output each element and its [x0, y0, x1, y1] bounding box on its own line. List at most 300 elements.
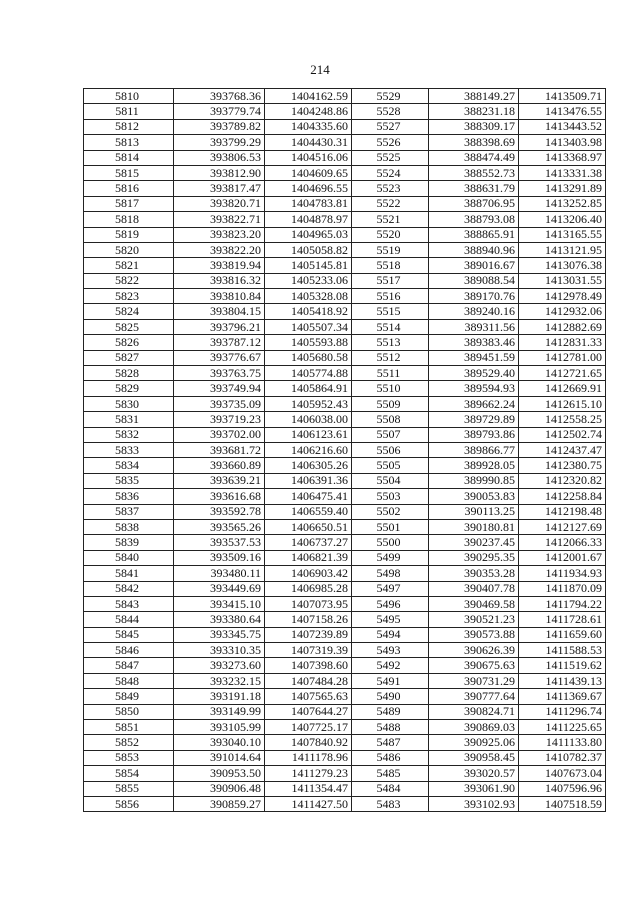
- left-point-number-cell: 5828: [84, 366, 174, 381]
- right-x-coordinate-cell: 389662.24: [429, 396, 519, 411]
- left-y-coordinate-cell: 1405145.81: [265, 258, 352, 273]
- left-x-coordinate-cell: 393592.78: [174, 504, 265, 519]
- right-y-coordinate-cell: 1413031.55: [519, 273, 606, 288]
- left-y-coordinate-cell: 1406559.40: [265, 504, 352, 519]
- left-y-coordinate-cell: 1411427.50: [265, 796, 352, 811]
- right-y-coordinate-cell: 1412258.84: [519, 489, 606, 504]
- table-row: [84, 242, 606, 257]
- left-point-number-cell: 5841: [84, 566, 174, 581]
- table-row: [84, 627, 606, 642]
- right-point-number-cell: 5502: [352, 504, 429, 519]
- left-x-coordinate-cell: 393817.47: [174, 181, 265, 196]
- right-y-coordinate-cell: 1413121.95: [519, 242, 606, 257]
- left-y-coordinate-cell: 1404162.59: [265, 89, 352, 104]
- right-point-number-cell: 5497: [352, 581, 429, 596]
- table-row: [84, 673, 606, 688]
- left-y-coordinate-cell: 1407840.92: [265, 735, 352, 750]
- right-y-coordinate-cell: 1410782.37: [519, 750, 606, 765]
- left-point-number-cell: 5837: [84, 504, 174, 519]
- left-point-number-cell: 5835: [84, 473, 174, 488]
- right-x-coordinate-cell: 393061.90: [429, 781, 519, 796]
- left-point-number-cell: 5825: [84, 319, 174, 334]
- right-x-coordinate-cell: 390925.06: [429, 735, 519, 750]
- left-x-coordinate-cell: 393616.68: [174, 489, 265, 504]
- table-row: [84, 458, 606, 473]
- left-x-coordinate-cell: 393639.21: [174, 473, 265, 488]
- left-y-coordinate-cell: 1406475.41: [265, 489, 352, 504]
- right-point-number-cell: 5529: [352, 89, 429, 104]
- left-x-coordinate-cell: 393787.12: [174, 335, 265, 350]
- right-point-number-cell: 5487: [352, 735, 429, 750]
- right-y-coordinate-cell: 1413076.38: [519, 258, 606, 273]
- left-point-number-cell: 5853: [84, 750, 174, 765]
- right-point-number-cell: 5515: [352, 304, 429, 319]
- left-x-coordinate-cell: 393796.21: [174, 319, 265, 334]
- left-x-coordinate-cell: 393823.20: [174, 227, 265, 242]
- right-x-coordinate-cell: 389016.67: [429, 258, 519, 273]
- left-x-coordinate-cell: 393660.89: [174, 458, 265, 473]
- right-x-coordinate-cell: 388149.27: [429, 89, 519, 104]
- right-y-coordinate-cell: 1411870.09: [519, 581, 606, 596]
- coordinates-table-body: [84, 89, 606, 812]
- right-point-number-cell: 5526: [352, 135, 429, 150]
- right-x-coordinate-cell: 390407.78: [429, 581, 519, 596]
- table-row: [84, 596, 606, 611]
- right-x-coordinate-cell: 389866.77: [429, 442, 519, 457]
- left-y-coordinate-cell: 1407565.63: [265, 689, 352, 704]
- right-x-coordinate-cell: 389594.93: [429, 381, 519, 396]
- left-x-coordinate-cell: 393816.32: [174, 273, 265, 288]
- table-row: [84, 258, 606, 273]
- left-point-number-cell: 5846: [84, 643, 174, 658]
- left-point-number-cell: 5821: [84, 258, 174, 273]
- right-y-coordinate-cell: 1411369.67: [519, 689, 606, 704]
- right-x-coordinate-cell: 390573.88: [429, 627, 519, 642]
- right-y-coordinate-cell: 1412721.65: [519, 366, 606, 381]
- right-y-coordinate-cell: 1413509.71: [519, 89, 606, 104]
- right-point-number-cell: 5513: [352, 335, 429, 350]
- left-x-coordinate-cell: 393820.71: [174, 196, 265, 211]
- right-point-number-cell: 5517: [352, 273, 429, 288]
- right-y-coordinate-cell: 1412320.82: [519, 473, 606, 488]
- left-point-number-cell: 5819: [84, 227, 174, 242]
- left-x-coordinate-cell: 391014.64: [174, 750, 265, 765]
- left-point-number-cell: 5820: [84, 242, 174, 257]
- right-y-coordinate-cell: 1411659.60: [519, 627, 606, 642]
- right-point-number-cell: 5490: [352, 689, 429, 704]
- table-row: [84, 612, 606, 627]
- right-point-number-cell: 5507: [352, 427, 429, 442]
- right-point-number-cell: 5514: [352, 319, 429, 334]
- table-row: [84, 165, 606, 180]
- right-y-coordinate-cell: 1411794.22: [519, 596, 606, 611]
- left-x-coordinate-cell: 393702.00: [174, 427, 265, 442]
- table-row: [84, 381, 606, 396]
- right-y-coordinate-cell: 1412066.33: [519, 535, 606, 550]
- left-y-coordinate-cell: 1405593.88: [265, 335, 352, 350]
- left-x-coordinate-cell: 393191.18: [174, 689, 265, 704]
- right-y-coordinate-cell: 1412781.00: [519, 350, 606, 365]
- left-y-coordinate-cell: 1404516.06: [265, 150, 352, 165]
- right-y-coordinate-cell: 1413443.52: [519, 119, 606, 134]
- right-x-coordinate-cell: 390958.45: [429, 750, 519, 765]
- left-point-number-cell: 5817: [84, 196, 174, 211]
- right-point-number-cell: 5499: [352, 550, 429, 565]
- table-row: [84, 535, 606, 550]
- left-point-number-cell: 5842: [84, 581, 174, 596]
- left-x-coordinate-cell: 393822.20: [174, 242, 265, 257]
- left-y-coordinate-cell: 1406650.51: [265, 519, 352, 534]
- left-point-number-cell: 5822: [84, 273, 174, 288]
- left-point-number-cell: 5852: [84, 735, 174, 750]
- right-point-number-cell: 5503: [352, 489, 429, 504]
- left-point-number-cell: 5834: [84, 458, 174, 473]
- table-row: [84, 689, 606, 704]
- right-x-coordinate-cell: 388865.91: [429, 227, 519, 242]
- right-point-number-cell: 5501: [352, 519, 429, 534]
- table-row: [84, 442, 606, 457]
- table-row: [84, 350, 606, 365]
- right-x-coordinate-cell: 393020.57: [429, 766, 519, 781]
- left-point-number-cell: 5840: [84, 550, 174, 565]
- table-row: [84, 643, 606, 658]
- left-x-coordinate-cell: 393040.10: [174, 735, 265, 750]
- left-point-number-cell: 5811: [84, 104, 174, 119]
- right-point-number-cell: 5492: [352, 658, 429, 673]
- left-y-coordinate-cell: 1404430.31: [265, 135, 352, 150]
- table-row: [84, 519, 606, 534]
- table-row: [84, 181, 606, 196]
- right-point-number-cell: 5521: [352, 212, 429, 227]
- left-x-coordinate-cell: 393480.11: [174, 566, 265, 581]
- right-y-coordinate-cell: 1412001.67: [519, 550, 606, 565]
- table-row: [84, 581, 606, 596]
- left-x-coordinate-cell: 393749.94: [174, 381, 265, 396]
- right-x-coordinate-cell: 390626.39: [429, 643, 519, 658]
- right-x-coordinate-cell: 390113.25: [429, 504, 519, 519]
- left-y-coordinate-cell: 1404878.97: [265, 212, 352, 227]
- right-x-coordinate-cell: 388474.49: [429, 150, 519, 165]
- left-x-coordinate-cell: 393509.16: [174, 550, 265, 565]
- right-x-coordinate-cell: 389990.85: [429, 473, 519, 488]
- right-point-number-cell: 5516: [352, 289, 429, 304]
- right-y-coordinate-cell: 1411133.80: [519, 735, 606, 750]
- right-x-coordinate-cell: 389451.59: [429, 350, 519, 365]
- left-y-coordinate-cell: 1405864.91: [265, 381, 352, 396]
- left-point-number-cell: 5839: [84, 535, 174, 550]
- table-row: [84, 489, 606, 504]
- table-row: [84, 412, 606, 427]
- right-y-coordinate-cell: 1413291.89: [519, 181, 606, 196]
- left-y-coordinate-cell: 1407319.39: [265, 643, 352, 658]
- table-row: [84, 658, 606, 673]
- right-y-coordinate-cell: 1413206.40: [519, 212, 606, 227]
- right-x-coordinate-cell: 388793.08: [429, 212, 519, 227]
- right-x-coordinate-cell: 390731.29: [429, 673, 519, 688]
- right-y-coordinate-cell: 1412831.33: [519, 335, 606, 350]
- table-row: [84, 473, 606, 488]
- right-y-coordinate-cell: 1411225.65: [519, 720, 606, 735]
- right-x-coordinate-cell: 388231.18: [429, 104, 519, 119]
- table-row: [84, 89, 606, 104]
- left-point-number-cell: 5824: [84, 304, 174, 319]
- left-y-coordinate-cell: 1404965.03: [265, 227, 352, 242]
- right-point-number-cell: 5512: [352, 350, 429, 365]
- table-row: [84, 273, 606, 288]
- table-row: [84, 319, 606, 334]
- right-point-number-cell: 5511: [352, 366, 429, 381]
- left-y-coordinate-cell: 1406903.42: [265, 566, 352, 581]
- table-row: [84, 735, 606, 750]
- right-point-number-cell: 5493: [352, 643, 429, 658]
- left-point-number-cell: 5827: [84, 350, 174, 365]
- page-number: 214: [310, 62, 330, 77]
- right-x-coordinate-cell: 388552.73: [429, 165, 519, 180]
- left-point-number-cell: 5823: [84, 289, 174, 304]
- right-point-number-cell: 5494: [352, 627, 429, 642]
- left-point-number-cell: 5850: [84, 704, 174, 719]
- right-x-coordinate-cell: 389088.54: [429, 273, 519, 288]
- right-point-number-cell: 5508: [352, 412, 429, 427]
- left-x-coordinate-cell: 393810.84: [174, 289, 265, 304]
- left-point-number-cell: 5855: [84, 781, 174, 796]
- left-point-number-cell: 5814: [84, 150, 174, 165]
- left-x-coordinate-cell: 393719.23: [174, 412, 265, 427]
- right-point-number-cell: 5491: [352, 673, 429, 688]
- left-y-coordinate-cell: 1406391.36: [265, 473, 352, 488]
- left-point-number-cell: 5831: [84, 412, 174, 427]
- left-y-coordinate-cell: 1404783.81: [265, 196, 352, 211]
- right-point-number-cell: 5504: [352, 473, 429, 488]
- right-x-coordinate-cell: 390353.28: [429, 566, 519, 581]
- left-x-coordinate-cell: 393735.09: [174, 396, 265, 411]
- right-point-number-cell: 5523: [352, 181, 429, 196]
- right-x-coordinate-cell: 388940.96: [429, 242, 519, 257]
- left-y-coordinate-cell: 1406985.28: [265, 581, 352, 596]
- left-y-coordinate-cell: 1405774.88: [265, 366, 352, 381]
- left-y-coordinate-cell: 1407158.26: [265, 612, 352, 627]
- table-row: [84, 704, 606, 719]
- right-y-coordinate-cell: 1412380.75: [519, 458, 606, 473]
- coordinates-table: [83, 88, 606, 812]
- left-x-coordinate-cell: 393779.74: [174, 104, 265, 119]
- right-y-coordinate-cell: 1412502.74: [519, 427, 606, 442]
- table-row: [84, 119, 606, 134]
- right-y-coordinate-cell: 1413331.38: [519, 165, 606, 180]
- right-y-coordinate-cell: 1407596.96: [519, 781, 606, 796]
- right-x-coordinate-cell: 390295.35: [429, 550, 519, 565]
- left-y-coordinate-cell: 1405233.06: [265, 273, 352, 288]
- table-row: [84, 566, 606, 581]
- left-x-coordinate-cell: 390859.27: [174, 796, 265, 811]
- right-x-coordinate-cell: 389311.56: [429, 319, 519, 334]
- left-y-coordinate-cell: 1405058.82: [265, 242, 352, 257]
- left-y-coordinate-cell: 1406821.39: [265, 550, 352, 565]
- right-x-coordinate-cell: 390521.23: [429, 612, 519, 627]
- right-x-coordinate-cell: 390237.45: [429, 535, 519, 550]
- right-x-coordinate-cell: 388706.95: [429, 196, 519, 211]
- table-row: [84, 796, 606, 811]
- left-point-number-cell: 5847: [84, 658, 174, 673]
- table-row: [84, 104, 606, 119]
- table-row: [84, 766, 606, 781]
- right-x-coordinate-cell: 389793.86: [429, 427, 519, 442]
- left-x-coordinate-cell: 393804.15: [174, 304, 265, 319]
- table-row: [84, 227, 606, 242]
- left-y-coordinate-cell: 1406305.26: [265, 458, 352, 473]
- right-y-coordinate-cell: 1411439.13: [519, 673, 606, 688]
- left-point-number-cell: 5851: [84, 720, 174, 735]
- left-y-coordinate-cell: 1407398.60: [265, 658, 352, 673]
- left-point-number-cell: 5829: [84, 381, 174, 396]
- table-row: [84, 304, 606, 319]
- left-y-coordinate-cell: 1411279.23: [265, 766, 352, 781]
- left-x-coordinate-cell: 393819.94: [174, 258, 265, 273]
- left-x-coordinate-cell: 393799.29: [174, 135, 265, 150]
- right-y-coordinate-cell: 1412882.69: [519, 319, 606, 334]
- left-y-coordinate-cell: 1404248.86: [265, 104, 352, 119]
- right-x-coordinate-cell: 389529.40: [429, 366, 519, 381]
- left-point-number-cell: 5845: [84, 627, 174, 642]
- right-y-coordinate-cell: 1413403.98: [519, 135, 606, 150]
- left-x-coordinate-cell: 393537.53: [174, 535, 265, 550]
- right-point-number-cell: 5522: [352, 196, 429, 211]
- left-x-coordinate-cell: 393806.53: [174, 150, 265, 165]
- table-row: [84, 135, 606, 150]
- right-x-coordinate-cell: 389383.46: [429, 335, 519, 350]
- right-point-number-cell: 5528: [352, 104, 429, 119]
- right-point-number-cell: 5520: [352, 227, 429, 242]
- left-x-coordinate-cell: 393232.15: [174, 673, 265, 688]
- right-point-number-cell: 5509: [352, 396, 429, 411]
- left-x-coordinate-cell: 393345.75: [174, 627, 265, 642]
- right-x-coordinate-cell: 390824.71: [429, 704, 519, 719]
- left-x-coordinate-cell: 393105.99: [174, 720, 265, 735]
- left-y-coordinate-cell: 1411354.47: [265, 781, 352, 796]
- table-row: [84, 781, 606, 796]
- left-point-number-cell: 5812: [84, 119, 174, 134]
- left-y-coordinate-cell: 1411178.96: [265, 750, 352, 765]
- table-row: [84, 196, 606, 211]
- left-x-coordinate-cell: 393812.90: [174, 165, 265, 180]
- right-y-coordinate-cell: 1411296.74: [519, 704, 606, 719]
- table-row: [84, 366, 606, 381]
- right-y-coordinate-cell: 1412198.48: [519, 504, 606, 519]
- right-point-number-cell: 5495: [352, 612, 429, 627]
- right-x-coordinate-cell: 390053.83: [429, 489, 519, 504]
- left-x-coordinate-cell: 393449.69: [174, 581, 265, 596]
- right-x-coordinate-cell: 393102.93: [429, 796, 519, 811]
- right-y-coordinate-cell: 1411934.93: [519, 566, 606, 581]
- left-x-coordinate-cell: 393380.64: [174, 612, 265, 627]
- table-row: [84, 150, 606, 165]
- left-point-number-cell: 5843: [84, 596, 174, 611]
- right-point-number-cell: 5524: [352, 165, 429, 180]
- table-row: [84, 427, 606, 442]
- left-y-coordinate-cell: 1404696.55: [265, 181, 352, 196]
- left-point-number-cell: 5818: [84, 212, 174, 227]
- right-x-coordinate-cell: 389240.16: [429, 304, 519, 319]
- left-x-coordinate-cell: 393565.26: [174, 519, 265, 534]
- left-point-number-cell: 5833: [84, 442, 174, 457]
- right-point-number-cell: 5510: [352, 381, 429, 396]
- table-row: [84, 289, 606, 304]
- right-y-coordinate-cell: 1411519.62: [519, 658, 606, 673]
- left-x-coordinate-cell: 393822.71: [174, 212, 265, 227]
- right-y-coordinate-cell: 1412437.47: [519, 442, 606, 457]
- left-point-number-cell: 5848: [84, 673, 174, 688]
- left-y-coordinate-cell: 1406123.61: [265, 427, 352, 442]
- right-point-number-cell: 5527: [352, 119, 429, 134]
- right-x-coordinate-cell: 388309.17: [429, 119, 519, 134]
- table-row: [84, 504, 606, 519]
- table-row: [84, 550, 606, 565]
- right-x-coordinate-cell: 390469.58: [429, 596, 519, 611]
- left-x-coordinate-cell: 393310.35: [174, 643, 265, 658]
- left-y-coordinate-cell: 1407725.17: [265, 720, 352, 735]
- left-y-coordinate-cell: 1407484.28: [265, 673, 352, 688]
- right-y-coordinate-cell: 1412669.91: [519, 381, 606, 396]
- left-point-number-cell: 5856: [84, 796, 174, 811]
- right-point-number-cell: 5484: [352, 781, 429, 796]
- left-y-coordinate-cell: 1404609.65: [265, 165, 352, 180]
- right-point-number-cell: 5518: [352, 258, 429, 273]
- right-point-number-cell: 5525: [352, 150, 429, 165]
- left-y-coordinate-cell: 1405952.43: [265, 396, 352, 411]
- left-x-coordinate-cell: 393789.82: [174, 119, 265, 134]
- left-point-number-cell: 5844: [84, 612, 174, 627]
- right-y-coordinate-cell: 1407673.04: [519, 766, 606, 781]
- right-point-number-cell: 5489: [352, 704, 429, 719]
- left-point-number-cell: 5832: [84, 427, 174, 442]
- left-x-coordinate-cell: 393415.10: [174, 596, 265, 611]
- right-x-coordinate-cell: 389928.05: [429, 458, 519, 473]
- right-point-number-cell: 5485: [352, 766, 429, 781]
- right-x-coordinate-cell: 390869.03: [429, 720, 519, 735]
- left-point-number-cell: 5816: [84, 181, 174, 196]
- right-x-coordinate-cell: 388398.69: [429, 135, 519, 150]
- left-y-coordinate-cell: 1405418.92: [265, 304, 352, 319]
- table-row: [84, 750, 606, 765]
- left-x-coordinate-cell: 390906.48: [174, 781, 265, 796]
- right-x-coordinate-cell: 389170.76: [429, 289, 519, 304]
- right-point-number-cell: 5505: [352, 458, 429, 473]
- left-point-number-cell: 5849: [84, 689, 174, 704]
- left-point-number-cell: 5810: [84, 89, 174, 104]
- right-y-coordinate-cell: 1413476.55: [519, 104, 606, 119]
- left-point-number-cell: 5830: [84, 396, 174, 411]
- right-x-coordinate-cell: 390777.64: [429, 689, 519, 704]
- left-x-coordinate-cell: 393681.72: [174, 442, 265, 457]
- left-point-number-cell: 5836: [84, 489, 174, 504]
- right-y-coordinate-cell: 1412615.10: [519, 396, 606, 411]
- right-y-coordinate-cell: 1412978.49: [519, 289, 606, 304]
- table-row: [84, 720, 606, 735]
- right-y-coordinate-cell: 1411588.53: [519, 643, 606, 658]
- right-point-number-cell: 5506: [352, 442, 429, 457]
- table-row: [84, 335, 606, 350]
- right-point-number-cell: 5483: [352, 796, 429, 811]
- left-x-coordinate-cell: 393768.36: [174, 89, 265, 104]
- right-y-coordinate-cell: 1413368.97: [519, 150, 606, 165]
- left-point-number-cell: 5826: [84, 335, 174, 350]
- left-x-coordinate-cell: 393149.99: [174, 704, 265, 719]
- right-point-number-cell: 5498: [352, 566, 429, 581]
- right-x-coordinate-cell: 390675.63: [429, 658, 519, 673]
- right-y-coordinate-cell: 1413165.55: [519, 227, 606, 242]
- left-y-coordinate-cell: 1405507.34: [265, 319, 352, 334]
- left-y-coordinate-cell: 1406038.00: [265, 412, 352, 427]
